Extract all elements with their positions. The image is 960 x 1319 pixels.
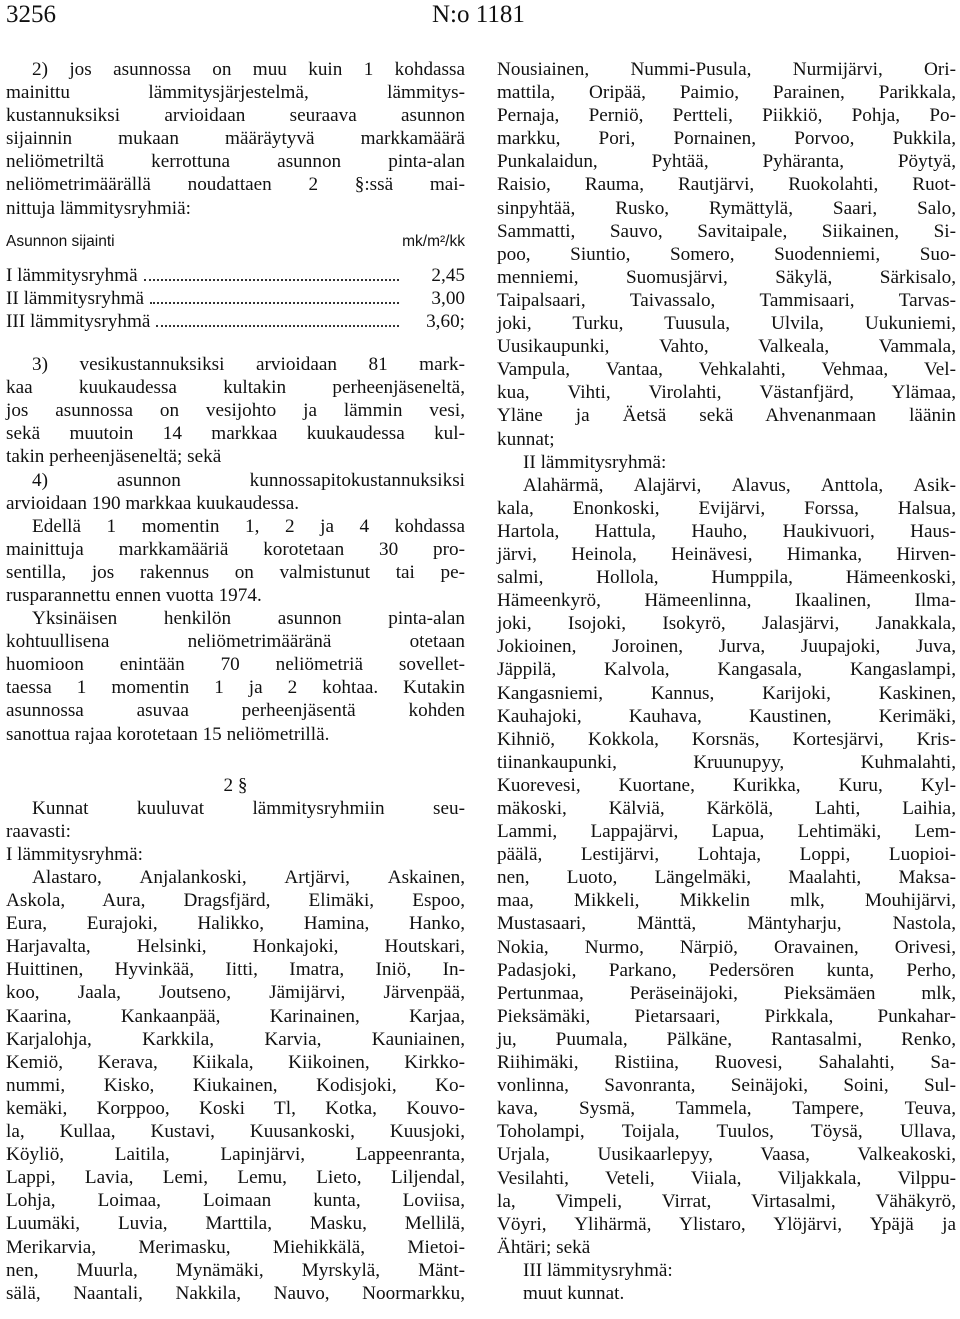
text-line: asunnossa asuvaa perheenjäsentä kohden [6, 700, 465, 722]
table-header-unit: mk/m²/kk [402, 232, 465, 250]
text-line: Raisio, Rauma, Rautjärvi, Ruokolahti, Ruot- [497, 174, 956, 196]
text-line: Uusikaupunki, Vahto, Valkeala, Vammala, [497, 336, 956, 358]
text-line: Lammi, Lappajärvi, Lapua, Lehtimäki, Lem- [497, 821, 956, 843]
text-line: Nousiainen, Nummi-Pusula, Nurmijärvi, Ori- [497, 59, 956, 80]
table-row-value: 2,45 [431, 264, 465, 286]
document-number: N:o 1181 [432, 1, 525, 28]
text-line: takin perheenjäseneltä; sekä [6, 446, 222, 468]
text-line: järvi, Heinola, Heinävesi, Himanka, Hirven- [497, 543, 956, 565]
table-row [6, 310, 465, 333]
text-line: Kunnat kuuluvat lämmitysryhmiin seu- [32, 797, 465, 819]
group2-municipalities [497, 474, 956, 1259]
text-line: Lohja, Loimaa, Loimaan kunta, Loviisa, [6, 1190, 465, 1212]
text-line: Jäppilä, Kalvola, Kangasala, Kangaslampi, [497, 659, 956, 681]
dot-leader [150, 302, 399, 304]
text-line: maa, Mikkeli, Mikkelin mlk, Mouhijärvi, [497, 890, 956, 912]
text-line: joki, Isojoki, Isokyrö, Jalasjärvi, Janakkala, [497, 613, 956, 635]
text-line: Eura, Eurajoki, Halikko, Hamina, Hanko, [6, 913, 465, 935]
text-line: mäkoski, Kälviä, Kärkölä, Lahti, Laihia, [497, 798, 956, 819]
text-line: kustannuksiksi arvioidaan seuraava asunnon [6, 105, 465, 127]
text-line: kava, Sysmä, Tammela, Tampere, Teuva, [497, 1098, 956, 1120]
text-line: mainittu lämmitysjärjestelmä, lämmitys- [6, 82, 465, 104]
text-line: Vesilahti, Veteli, Viiala, Viljakkala, Vilppu- [497, 1167, 956, 1189]
text-line: Vampula, Vantaa, Vehkalahti, Vehmaa, Vel- [497, 359, 956, 381]
text-line: mainittuja markkamääriä korotetaan 30 pro- [6, 538, 465, 560]
text-line: Nokia, Nurmo, Närpiö, Oravainen, Orivesi, [497, 936, 956, 958]
text-line: Toholampi, Toijala, Tuulos, Töysä, Ullava, [497, 1121, 956, 1143]
text-line: Mustasaari, Mänttä, Mäntyharju, Nastola, [497, 913, 956, 935]
text-line: arvioidaan 190 markkaa kuukaudessa. [6, 492, 300, 514]
text-line: Hämeenkyrö, Hämeenlinna, Ikaalinen, Ilma- [497, 590, 956, 612]
text-line: rusparannettu ennen vuotta 1974. [6, 584, 262, 606]
text-line: Karjalohja, Karkkila, Karvia, Kauniainen, [6, 1028, 465, 1050]
table-row-label: I lämmitysryhmä [6, 264, 138, 286]
text-line: Yläne ja Äetsä sekä Ahvenanmaan läänin [497, 405, 956, 427]
text-line: huomioon enintään 70 neliömetriä sovellet- [6, 654, 465, 676]
text-line: neliömetriltä kerrottuna asunnon pinta-alan [6, 151, 465, 173]
text-line: Edellä 1 momentin 1, 2 ja 4 kohdassa [32, 515, 465, 537]
text-line: Urjala, Uusikaarlepyy, Vaasa, Valkeakoski, [497, 1144, 956, 1166]
table-header-location: Asunnon sijainti [6, 232, 115, 250]
group2-heading: II lämmitysryhmä: [523, 451, 667, 473]
text-line: sekä muutoin 14 markkaa kuukaudessa kul- [6, 423, 465, 445]
text-line: neliömetrimäärällä noudattaen 2 §:ssä mai- [6, 174, 465, 196]
text-line: Pieksämäki, Pietarsaari, Pirkkala, Punkahar- [497, 1005, 956, 1027]
text-line: päälä, Lestijärvi, Lohtaja, Loppi, Luopioi- [497, 844, 956, 866]
text-line: kohtuullisena neliömetrimääränä otetaan [6, 631, 465, 653]
paragraph-increase [6, 515, 465, 607]
text-line: markku, Pori, Pornainen, Porvoo, Pukkila, [497, 128, 956, 150]
text-line: sinpyhtää, Rusko, Rymättylä, Saari, Salo, [497, 197, 956, 219]
table-row-label: II lämmitysryhmä [6, 287, 145, 309]
text-line: Kaarina, Kankaanpää, Karinainen, Karjaa, [6, 1005, 465, 1027]
text-line: Luumäki, Luvia, Marttila, Masku, Mellilä, [6, 1213, 465, 1235]
text-line: Ähtäri; sekä [497, 1236, 591, 1258]
group3-text: muut kunnat. [523, 1282, 625, 1304]
text-line: Askola, Aura, Dragsfjärd, Elimäki, Espoo, [6, 890, 465, 912]
dot-leader [156, 325, 399, 327]
text-line: Padasjoki, Parkano, Pedersören kunta, Perho, [497, 959, 956, 981]
text-line: mattila, Oripää, Paimio, Parainen, Parikkala, [497, 82, 956, 104]
text-line: koo, Jaala, Joutseno, Jämijärvi, Järvenpää, [6, 982, 465, 1004]
text-line: tiinankaupunki, Kruunupyy, Kuhmalahti, [497, 751, 956, 773]
paragraph-item-4 [6, 469, 465, 515]
text-line: sijainnin mukaan määräytyvä markkamäärä [6, 128, 465, 150]
text-line: Kemiö, Kerava, Kiikala, Kiikoinen, Kirkko- [6, 1051, 465, 1073]
text-line: menniemi, Suomusjärvi, Säkylä, Särkisalo, [497, 266, 956, 288]
text-line: Pernaja, Perniö, Pertteli, Piikkiö, Pohja, Po- [497, 105, 956, 127]
text-line: Alastaro, Anjalankoski, Artjärvi, Askainen, [32, 867, 465, 888]
text-line: Huittinen, Hyvinkää, Iitti, Imatra, Iniö, In- [6, 959, 465, 981]
text-line: kua, Vihti, Virolahti, Västanfjärd, Ylämaa, [497, 382, 956, 404]
text-line: sälä, Naantali, Nakkila, Nauvo, Noormarkku, [6, 1282, 465, 1304]
group1-municipalities-continued [497, 58, 956, 451]
group1-heading: I lämmitysryhmä: [6, 843, 143, 865]
group3-heading: III lämmitysryhmä: [523, 1259, 673, 1281]
text-line: Kuorevesi, Kuortane, Kurikka, Kuru, Kyl- [497, 774, 956, 796]
right-column [497, 58, 956, 1305]
text-line: kunnat; [497, 428, 555, 450]
text-line: jos asunnossa on vesijohto ja lämmin vesi, [6, 400, 465, 422]
text-line: Vöyri, Ylihärmä, Ylistaro, Ylöjärvi, Ypäjä ja [497, 1213, 956, 1235]
paragraph-item-3 [6, 353, 465, 468]
text-line: Yksinäisen henkilön asunnon pinta-alan [32, 608, 465, 630]
text-line: 2) jos asunnossa on muu kuin 1 kohdassa [32, 59, 465, 80]
text-line: Lappi, Lavia, Lemi, Lemu, Lieto, Liljendal, [6, 1167, 465, 1189]
text-line: sentilla, jos rakennus on valmistunut tai pe- [6, 561, 465, 583]
dot-leader [144, 279, 399, 281]
text-line: vonlinna, Savonranta, Seinäjoki, Soini, Sul- [497, 1075, 956, 1097]
text-line: Kihniö, Kokkola, Korsnäs, Kortesjärvi, Kris- [497, 728, 956, 750]
text-line: nummi, Kisko, Kiukainen, Kodisjoki, Ko- [6, 1074, 465, 1096]
text-line: ju, Puumala, Pälkäne, Rantasalmi, Renko, [497, 1028, 956, 1050]
table-header [6, 230, 465, 253]
table-row [6, 287, 465, 310]
text-line: Alahärmä, Alajärvi, Alavus, Anttola, Asik- [523, 474, 956, 496]
group1-municipalities [6, 866, 465, 1305]
page-header [0, 0, 960, 32]
text-line: Harjavalta, Helsinki, Honkajoki, Houtskari, [6, 936, 465, 958]
text-line: kaa kuukaudessa kultakin perheenjäseneltä, [6, 377, 465, 399]
table-row-label: III lämmitysryhmä [6, 310, 151, 332]
text-line: kala, Enonkoski, Evijärvi, Forssa, Halsua, [497, 497, 956, 519]
section-heading: 2 § [223, 774, 248, 796]
text-line: la, Kullaa, Kustavi, Kuusankoski, Kuusjoki, [6, 1121, 465, 1143]
text-line: Kauhajoki, Kauhava, Kaustinen, Kerimäki, [497, 705, 956, 727]
text-line: Sammatti, Sauvo, Savitaipale, Siikainen, Si- [497, 220, 956, 242]
text-line: 3) vesikustannuksiksi arvioidaan 81 mark- [32, 354, 465, 376]
text-line: Taipalsaari, Taivassalo, Tammisaari, Tarvas- [497, 289, 956, 311]
paragraph-single-person [6, 607, 465, 746]
text-line: joki, Turku, Tuusula, Ulvila, Uukuniemi, [497, 313, 956, 335]
text-line: taessa 1 momentin 1 ja 2 kohtaa. Kutakin [6, 677, 465, 699]
paragraph-groups-intro [6, 797, 465, 843]
text-line: raavasti: [6, 820, 71, 842]
text-line: la, Vimpeli, Virrat, Virtasalmi, Vähäkyrö, [497, 1190, 956, 1212]
table-row-value: 3,60; [426, 310, 465, 332]
text-line: poo, Siuntio, Somero, Suodenniemi, Suo- [497, 243, 956, 265]
text-line: 4) asunnon kunnossapitokustannuksiksi [32, 469, 465, 491]
text-line: nen, Luoto, Längelmäki, Maalahti, Maksa- [497, 867, 956, 889]
text-line: kemäki, Korppoo, Koski Tl, Kotka, Kouvo- [6, 1097, 465, 1119]
text-line: nittuja lämmitysryhmiä: [6, 197, 191, 219]
text-line: Jokioinen, Joroinen, Jurva, Juupajoki, Juva, [497, 636, 956, 658]
table-row-value: 3,00 [431, 287, 465, 309]
page-number: 3256 [6, 1, 56, 28]
text-line: Riihimäki, Ristiina, Ruovesi, Sahalahti, Sa- [497, 1052, 956, 1074]
text-line: Merikarvia, Merimasku, Miehikkälä, Mietoi- [6, 1236, 465, 1258]
table-row [6, 264, 465, 287]
paragraph-item-2 [6, 58, 465, 220]
text-line: sanottua rajaa korotetaan 15 neliömetrillä. [6, 723, 330, 745]
text-line: salmi, Hollola, Humppila, Hämeenkoski, [497, 567, 956, 589]
text-line: nen, Muurla, Mynämäki, Myrskylä, Mänt- [6, 1259, 465, 1281]
heating-cost-table [6, 230, 465, 333]
left-column [6, 58, 465, 1305]
text-line: Punkalaidun, Pyhtää, Pyhäranta, Pöytyä, [497, 151, 956, 173]
text-line: Köyliö, Laitila, Lapinjärvi, Lappeenranta, [6, 1144, 465, 1166]
text-line: Pertunmaa, Peräseinäjoki, Pieksämäen mlk, [497, 982, 956, 1004]
text-line: Hartola, Hattula, Hauho, Haukivuori, Haus- [497, 520, 956, 542]
text-line: Kangasniemi, Kannus, Karijoki, Kaskinen, [497, 682, 956, 704]
